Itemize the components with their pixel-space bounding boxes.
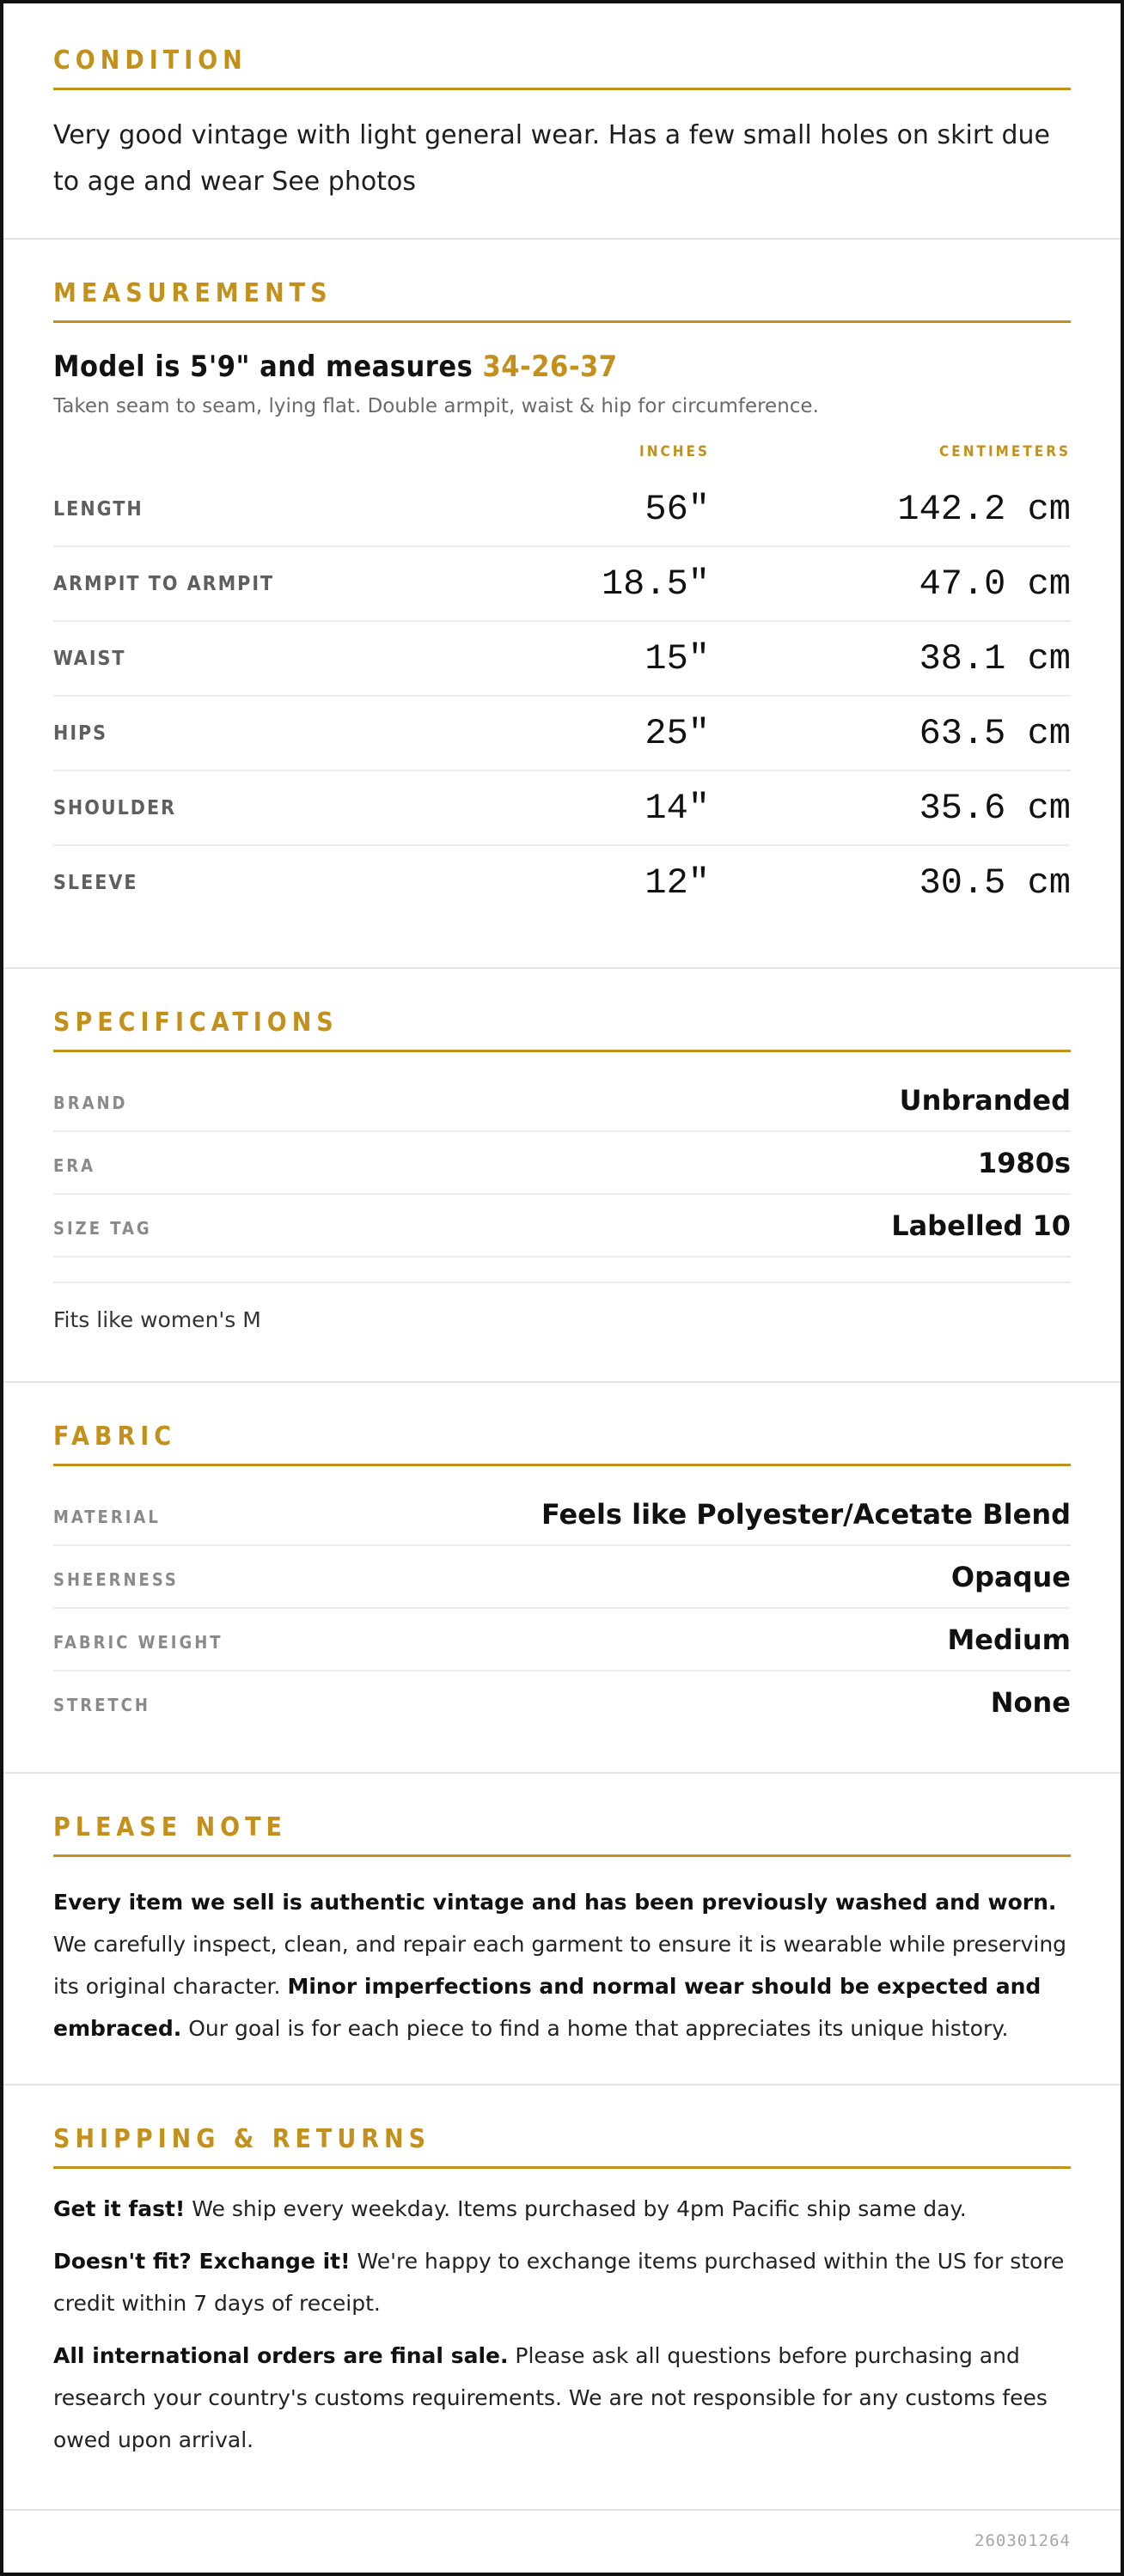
fabric-label: FABRIC WEIGHT — [53, 1631, 223, 1653]
measurement-label: ARMPIT TO ARMPIT — [53, 572, 275, 595]
model-measures-line — [53, 350, 1071, 384]
please-note-heading: PLEASE NOTE — [53, 1812, 287, 1842]
fabric-row-material — [53, 1483, 1071, 1546]
specifications-section — [3, 969, 1121, 1383]
measurement-row-waist — [53, 622, 1071, 697]
shipping-paragraph-exchange — [53, 2240, 1071, 2324]
fabric-list — [53, 1483, 1071, 1733]
measurement-inches: 12" — [644, 862, 710, 904]
please-note-text — [53, 1881, 1071, 2049]
measurement-cm: 38.1 cm — [919, 637, 1071, 679]
measurement-cm: 142.2 cm — [897, 488, 1071, 530]
shipping-divider — [53, 2166, 1071, 2169]
please-note-divider — [53, 1854, 1071, 1857]
fabric-label: MATERIAL — [53, 1506, 161, 1527]
measurements-heading: MEASUREMENTS — [53, 278, 333, 308]
measurement-row-shoulder — [53, 771, 1071, 846]
measurement-label: SLEEVE — [53, 871, 138, 894]
specifications-divider — [53, 1050, 1071, 1052]
fabric-row-sheerness — [53, 1546, 1071, 1609]
spec-row-brand — [53, 1069, 1071, 1132]
specifications-list — [53, 1069, 1071, 1258]
fit-note: Fits like women's M — [53, 1282, 1071, 1332]
model-measures-prefix: Model is 5'9" and measures — [53, 350, 483, 384]
spec-row-size-tag — [53, 1195, 1071, 1258]
condition-heading: CONDITION — [53, 46, 247, 76]
shipping-bold: All international orders are final sale. — [53, 2343, 509, 2368]
fabric-heading: FABRIC — [53, 1422, 177, 1452]
spec-row-era — [53, 1132, 1071, 1195]
fabric-value: None — [990, 1685, 1071, 1719]
measurement-cm: 30.5 cm — [919, 862, 1071, 904]
measurement-label: SHOULDER — [53, 796, 177, 819]
fabric-value: Feels like Polyester/Acetate Blend — [541, 1497, 1071, 1531]
shipping-bold: Doesn't fit? Exchange it! — [53, 2249, 351, 2274]
condition-section — [3, 3, 1121, 240]
shipping-heading: SHIPPING & RETURNS — [53, 2124, 431, 2154]
note-bold-1: Every item we sell is authentic vintage and has been previously washed and worn. — [53, 1890, 1057, 1915]
measurements-section — [3, 240, 1121, 969]
measurement-inches: 15" — [644, 637, 710, 679]
spec-value: 1980s — [977, 1146, 1071, 1179]
shipping-text: We're happy to exchange items purchased within the US for store credit within 7 days of receipt. — [53, 2249, 1065, 2316]
shipping-text: We ship every weekday. Items purchased by 4pm Pacific ship same day. — [185, 2196, 967, 2221]
measurements-divider — [53, 320, 1071, 323]
spec-label: SIZE TAG — [53, 1217, 152, 1239]
inches-column-header: INCHES — [639, 443, 710, 460]
footer — [3, 2511, 1121, 2571]
measurement-method-note: Taken seam to seam, lying flat. Double armpit, waist & hip for circumference. — [53, 395, 819, 417]
shipping-returns-section — [3, 2086, 1121, 2511]
spec-value: Unbranded — [899, 1083, 1071, 1117]
shipping-text: Please ask all questions before purchasing and research your country's customs requirements. We are not responsible for any customs fees owed upon arrival. — [53, 2343, 1048, 2452]
please-note-section — [3, 1774, 1121, 2086]
model-measures-value: 34-26-37 — [482, 350, 618, 384]
note-bold-2: Minor imperfections and normal wear should be expected and embraced. — [53, 1974, 1042, 2041]
measurement-cm: 35.6 cm — [919, 787, 1071, 829]
shipping-paragraph-fast — [53, 2188, 1071, 2230]
shipping-bold: Get it fast! — [53, 2196, 186, 2221]
specifications-heading: SPECIFICATIONS — [53, 1008, 339, 1038]
centimeters-column-header: CENTIMETERS — [939, 443, 1071, 460]
measurement-cm: 47.0 cm — [919, 563, 1071, 605]
measurements-table-header — [53, 443, 1071, 460]
fabric-value: Opaque — [950, 1560, 1071, 1593]
item-code: 260301264 — [974, 2531, 1071, 2550]
fabric-divider — [53, 1464, 1071, 1466]
spec-value: Labelled 10 — [891, 1209, 1071, 1242]
measurement-label: HIPS — [53, 722, 108, 745]
note-text-2: Our goal is for each piece to find a home that appreciates its unique history. — [181, 2016, 1009, 2041]
measurement-row-length — [53, 472, 1071, 547]
fabric-row-weight — [53, 1609, 1071, 1672]
measurement-row-armpit — [53, 547, 1071, 622]
fabric-value: Medium — [947, 1623, 1071, 1656]
spec-label: ERA — [53, 1154, 96, 1176]
spec-label: BRAND — [53, 1092, 128, 1113]
measurement-label: LENGTH — [53, 497, 144, 521]
fabric-section — [3, 1383, 1121, 1774]
measurement-row-hips — [53, 697, 1071, 771]
measurement-label: WAIST — [53, 647, 126, 670]
measurement-inches: 25" — [644, 712, 710, 754]
fabric-row-stretch — [53, 1672, 1071, 1733]
measurements-table — [53, 472, 1071, 919]
measurement-inches: 18.5" — [601, 563, 710, 605]
measurement-row-sleeve — [53, 846, 1071, 919]
condition-divider — [53, 88, 1071, 90]
measurement-cm: 63.5 cm — [919, 712, 1071, 754]
note-text-1: We carefully inspect, clean, and repair each garment to ensure it is wearable while preserving its original character. — [53, 1932, 1067, 1999]
fabric-label: STRETCH — [53, 1694, 150, 1715]
shipping-paragraph-international — [53, 2335, 1071, 2461]
fabric-label: SHEERNESS — [53, 1568, 179, 1590]
measurement-inches: 14" — [644, 787, 710, 829]
condition-text: Very good vintage with light general wear. Has a few small holes on skirt due to age and wear See photos — [53, 120, 1050, 197]
measurement-inches: 56" — [644, 488, 710, 530]
